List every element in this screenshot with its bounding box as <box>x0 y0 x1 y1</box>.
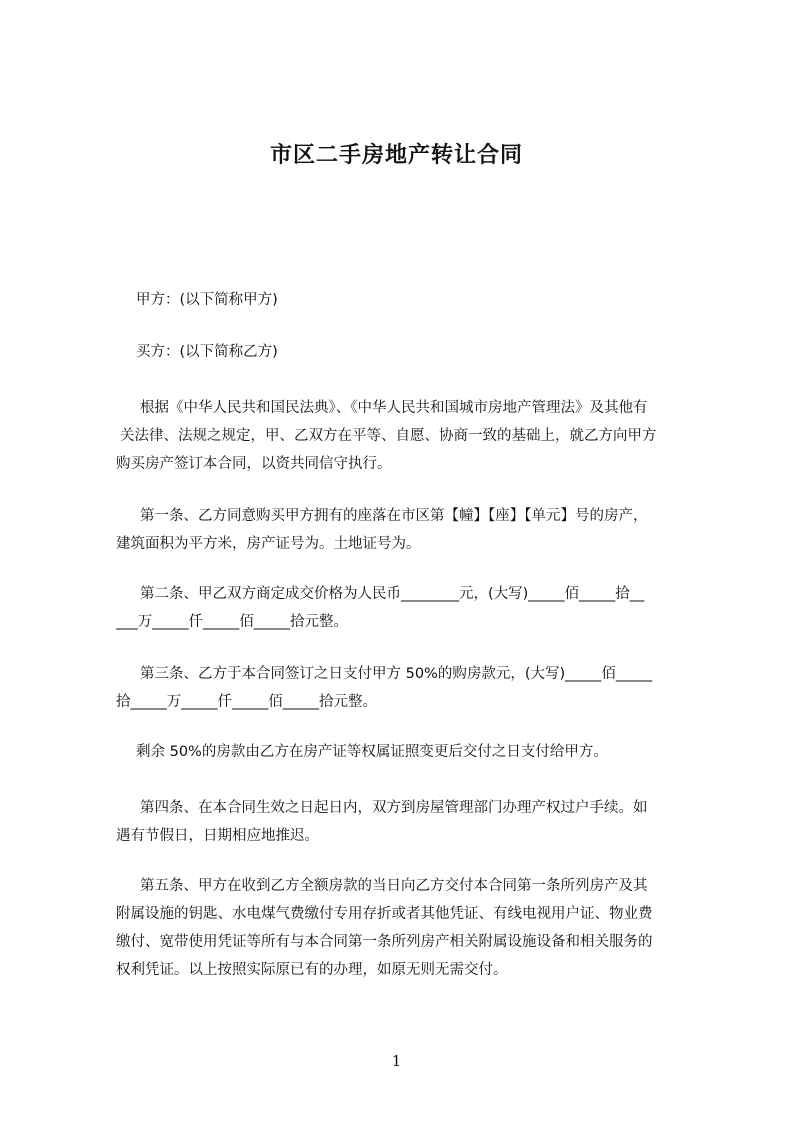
article-5-line-1: 第五条、甲方在收到乙方全额房款的当日向乙方交付本合同第一条所列房产及其 <box>140 878 648 894</box>
article-4-paragraph <box>116 794 704 850</box>
article-3-line-2: 拾_____万_____仟_____佰_____拾元整。 <box>116 694 377 710</box>
page-number: 1 <box>391 1052 402 1070</box>
article-3-paragraph <box>116 660 704 716</box>
article-1-line-1: 第一条、乙方同意购买甲方拥有的座落在市区第【幢】【座】【单元】号的房产， <box>140 508 648 524</box>
intro-line-1: 根据《中华人民共和国民法典》、《中华人民共和国城市房地产管理法》及其他有 <box>140 400 648 416</box>
remainder-line: 剩余 50%的房款由乙方在房产证等权属证照变更后交付之日支付给甲方。 <box>136 744 608 760</box>
intro-line-2: 关法律、法规之规定，甲、乙双方在平等、自愿、协商一致的基础上，就乙方向甲方 <box>120 428 657 444</box>
article-4-line-1: 第四条、在本合同生效之日起日内，双方到房屋管理部门办理产权过户手续。如 <box>140 800 648 816</box>
party-a-line: 甲方：(以下简称甲方) <box>136 292 278 308</box>
intro-paragraph <box>116 394 704 478</box>
article-1-paragraph <box>116 502 704 558</box>
article-5-line-2: 附属设施的钥匙、水电煤气费缴付专用存折或者其他凭证、有线电视用户证、物业费 <box>116 906 653 922</box>
article-3-line-1: 第三条、乙方于本合同签订之日支付甲方 50%的购房款元，(大写)_____佰_____ <box>140 666 653 682</box>
article-4-line-2: 遇有节假日，日期相应地推迟。 <box>116 828 319 844</box>
article-2-line-1: 第二条、甲乙双方商定成交价格为人民币________元，(大写)_____佰_____拾__ <box>140 586 645 602</box>
article-5-line-4: 权利凭证。以上按照实际原已有的办理，如原无则无需交付。 <box>116 962 508 978</box>
article-2-paragraph <box>116 580 704 636</box>
party-b-line: 买方：(以下简称乙方) <box>136 344 278 360</box>
article-5-line-3: 缴付、宽带使用凭证等所有与本合同第一条所列房产相关附属设施设备和相关服务的 <box>116 934 653 950</box>
article-2-line-2: ___万_____仟_____佰_____拾元整。 <box>116 614 348 630</box>
intro-line-3: 购买房产签订本合同，以资共同信守执行。 <box>116 456 392 472</box>
document-title: 市区二手房地产转让合同 <box>269 143 523 168</box>
article-1-line-2: 建筑面积为平方米，房产证号为。土地证号为。 <box>116 536 421 552</box>
article-5-paragraph <box>116 872 704 984</box>
